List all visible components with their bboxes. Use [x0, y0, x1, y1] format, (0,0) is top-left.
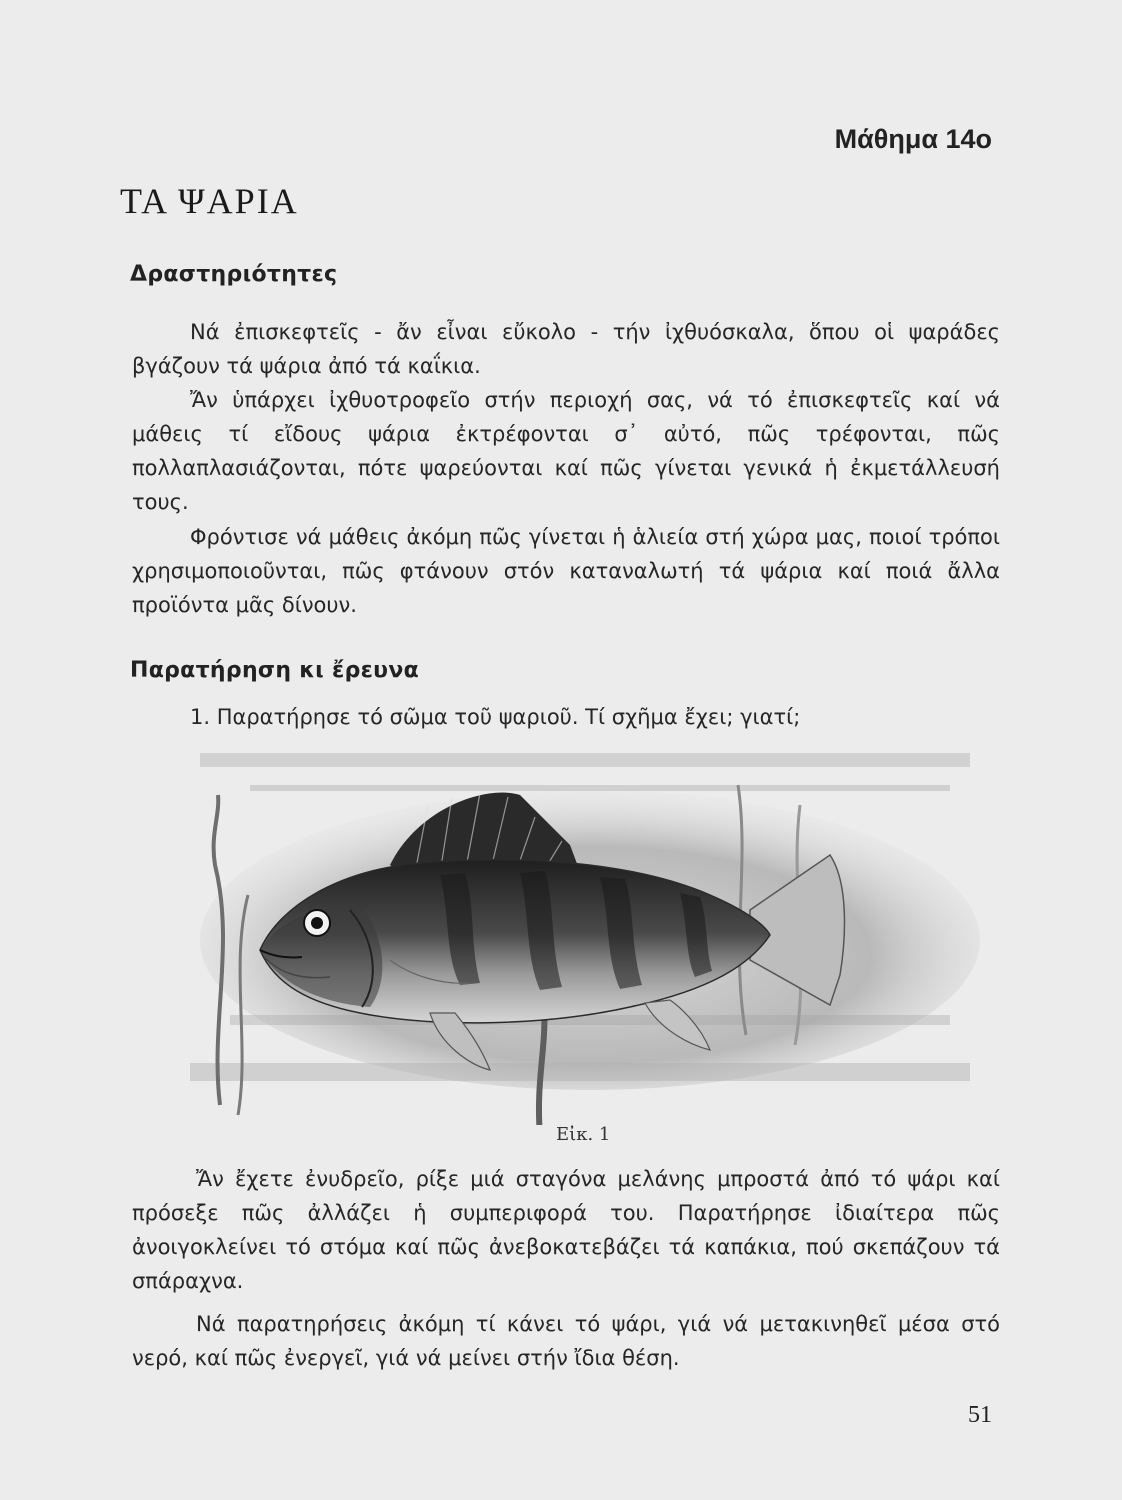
paragraph-3	[132, 520, 1000, 622]
paragraph-4-text: Ἄν ἔχετε ἐνυδρεῖο, ρίξε μιά σταγόνα μελάνης μπροστά ἀπό τό ψάρι καί πρόσεξε πῶς ἀλλάζει ἡ συμπεριφορά του. Παρατήρησε ἰδιαίτερα πῶς ἀνοιγοκλείνει τό στόμα καί πῶς ἀνεβοκατεβάζει τά καπάκια, πού σκεπάζουν τά σπάραχνα.	[132, 1167, 1000, 1293]
paragraph-4	[132, 1162, 1000, 1298]
paragraph-5-text: Νά παρατηρήσεις ἀκόμη τί κάνει τό ψάρι, γιά νά μετακινηθεῖ μέσα στό νερό, καί πῶς ἐνεργεῖ, γιά νά μείνει στήν ἴδια θέση.	[132, 1312, 1000, 1370]
figure-caption: Εἰκ. 1	[556, 1124, 611, 1145]
fish-illustration	[190, 745, 980, 1125]
paragraph-2	[132, 383, 1000, 519]
section-heading-observation: Παρατήρηση κι ἔρευνα	[130, 658, 420, 683]
paragraph-3-text: Φρόντισε νά μάθεις ἀκόμη πῶς γίνεται ἡ ἁλιεία στή χώρα μας, ποιοί τρόποι χρησιμοποιοῦνται, πῶς φτάνουν στόν καταναλωτή τά ψάρια καί ποιά ἄλλα προϊόντα μᾶς δίνουν.	[132, 525, 1000, 617]
page-title: ΤΑ ΨΑΡΙΑ	[120, 181, 299, 221]
paragraph-5	[132, 1307, 1000, 1375]
page-number: 51	[968, 1402, 992, 1428]
question-1	[132, 700, 1000, 734]
lesson-number: Μάθημα 14ο	[834, 124, 992, 154]
question-1-text: 1. Παρατήρησε τό σῶμα τοῦ ψαριοῦ. Τί σχῆμα ἔχει; γιατί;	[190, 705, 801, 729]
section-heading-activities: Δραστηριότητες	[130, 262, 338, 287]
paragraph-2-text: Ἄν ὑπάρχει ἰχθυοτροφεῖο στήν περιοχή σας, νά τό ἐπισκεφτεῖς καί νά μάθεις τί εἴδους ψάρια ἐκτρέφονται σ᾽ αὐτό, πῶς τρέφονται, πῶς πολλαπλασιάζονται, πότε ψαρεύονται καί πῶς γίνεται γενικά ἡ ἐκμετάλλευσή τους.	[132, 388, 1000, 514]
perch-fish-drawing	[190, 745, 980, 1125]
paragraph-1-text: Νά ἐπισκεφτεῖς - ἄν εἶναι εὔκολο - τήν ἰχθυόσκαλα, ὅπου οἱ ψαράδες βγάζουν τά ψάρια ἀπό τά καΐκια.	[132, 320, 1000, 378]
paragraph-1	[132, 315, 1000, 383]
